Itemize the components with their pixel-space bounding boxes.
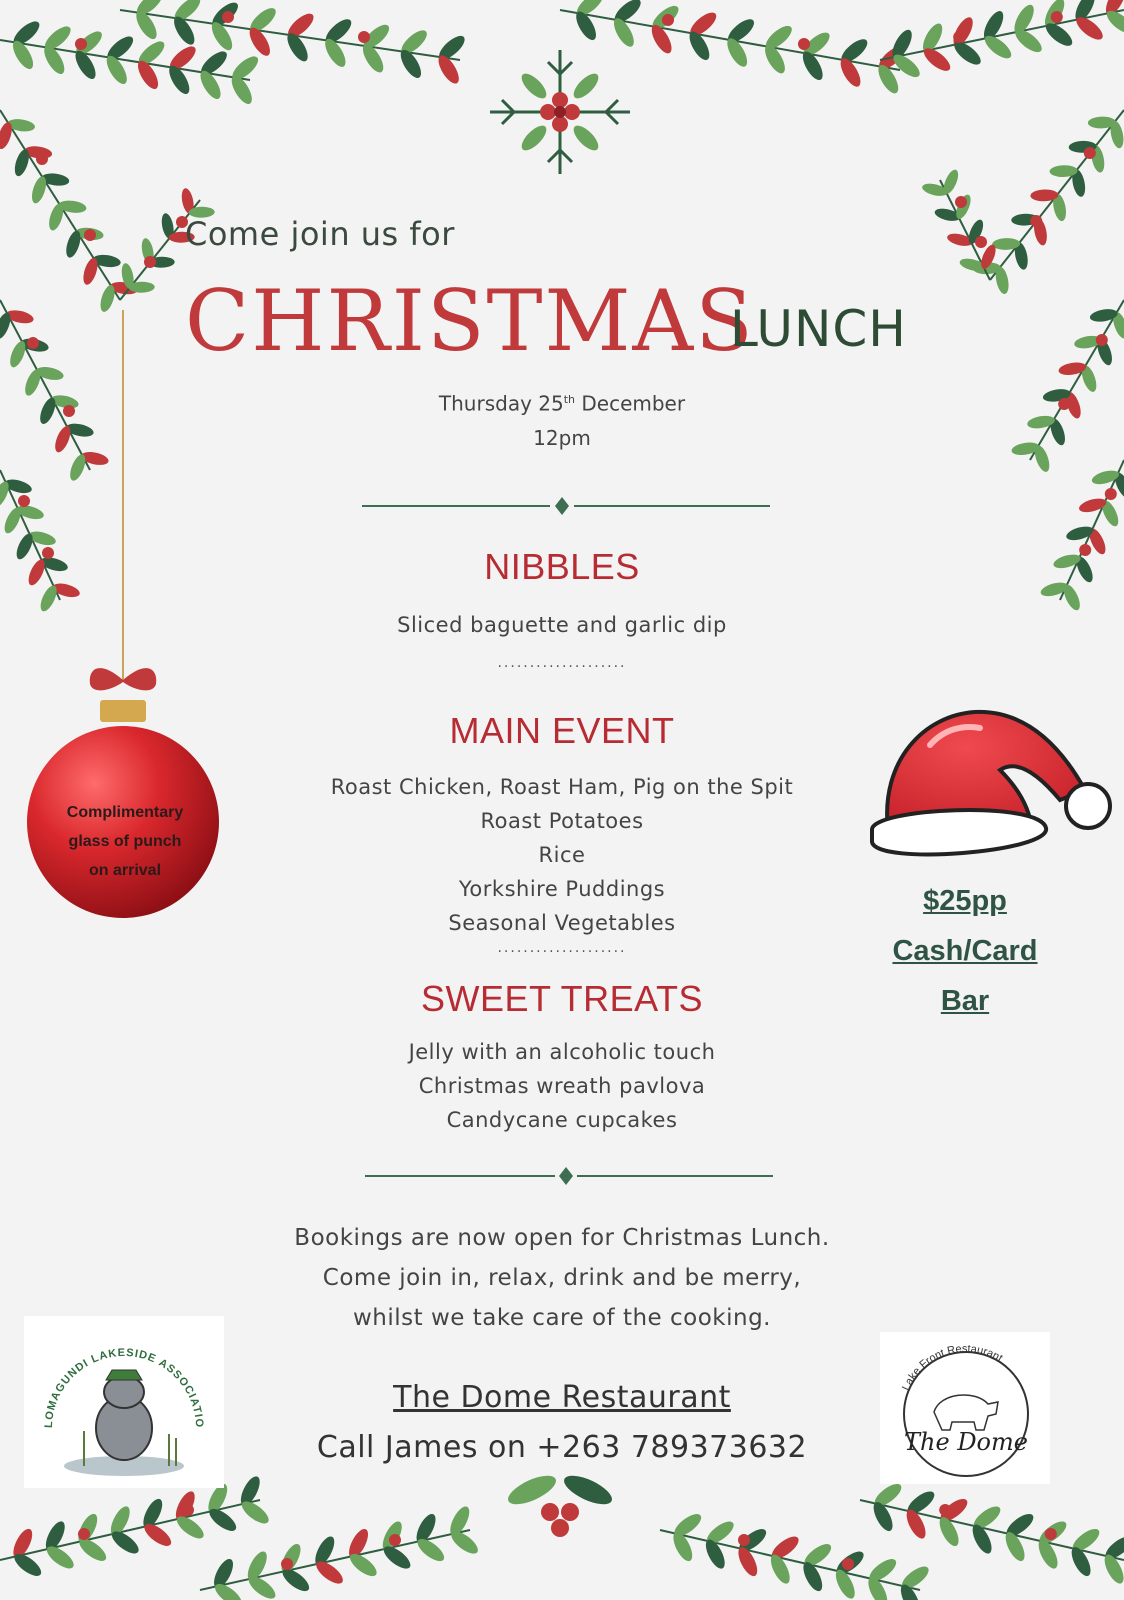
menu-item: Seasonal Vegetables (448, 911, 676, 935)
leaf-icon (1090, 468, 1120, 487)
berry-icon (842, 1558, 854, 1570)
berry-icon (182, 1504, 194, 1516)
bar-label-line1: Cash/Card (892, 935, 1038, 967)
menu-item: Roast Potatoes (480, 809, 644, 833)
berry-icon (1084, 147, 1096, 159)
bookings-line: Bookings are now open for Christmas Lunch. (294, 1225, 830, 1251)
dot-separator: .................... (497, 655, 627, 671)
berry-icon (358, 31, 370, 43)
berry-icon (1030, 215, 1042, 227)
date-suffix: th (563, 393, 576, 406)
event-time: 12pm (533, 425, 591, 450)
menu-item: Yorkshire Puddings (458, 877, 666, 901)
leaf-icon (1065, 524, 1095, 543)
event-date (0, 383, 1124, 455)
dot-separator: .................... (497, 940, 627, 956)
restaurant-arc-text: Lake Front Restaurant (900, 1342, 1005, 1393)
title-lunch: LUNCH (730, 300, 907, 358)
main-event-heading: MAIN EVENT (449, 710, 675, 751)
berry-icon (975, 236, 987, 248)
berry-icon (281, 1558, 293, 1570)
divider-bottom (365, 1167, 773, 1185)
berry-icon (18, 495, 30, 507)
ornament-line: on arrival (88, 862, 162, 879)
sweet-treats-heading: SWEET TREATS (420, 978, 704, 1019)
berry-icon (36, 153, 48, 165)
menu-item: Rice (538, 843, 586, 867)
price-label: $25pp (923, 885, 1007, 917)
divider-top (362, 497, 770, 515)
berry-icon (78, 1528, 90, 1540)
menu-item: Candycane cupcakes (446, 1108, 678, 1132)
bar-label-line2: Bar (940, 985, 990, 1017)
berry-icon (1051, 11, 1063, 23)
leaf-icon (1078, 496, 1108, 515)
snowflake-icon (490, 50, 630, 174)
berry-icon (1045, 1528, 1057, 1540)
berry-icon (939, 1504, 951, 1516)
berry-icon (222, 11, 234, 23)
berry-icon (27, 337, 39, 349)
dome-restaurant-logo (880, 1332, 1050, 1484)
date-day: Thursday 25 (438, 391, 564, 416)
nibbles-heading: NIBBLES (484, 546, 640, 587)
menu-item: Roast Chicken, Roast Ham, Pig on the Spit (330, 775, 794, 799)
dome-script-text: The Dome (904, 1428, 1028, 1456)
intro-text: Come join us for (185, 215, 455, 253)
ornament-line: Complimentary (66, 804, 184, 821)
restaurant-name: The Dome Restaurant (393, 1380, 731, 1415)
berry-icon (144, 256, 156, 268)
leaf-icon (1101, 1552, 1124, 1587)
ornament-label (30, 798, 220, 885)
dome-logo-icon (880, 1332, 1050, 1484)
lakeside-association-logo (24, 1316, 224, 1488)
date-month: December (581, 391, 686, 416)
berry-icon (175, 54, 187, 66)
association-arc-text: LOMAGUNDI LAKESIDE ASSOCIATIO (42, 1346, 206, 1429)
ornament-line: glass of punch (68, 833, 182, 850)
berry-icon (953, 31, 965, 43)
bookings-line: Come join in, relax, drink and be merry, (322, 1265, 802, 1291)
berry-icon (662, 14, 674, 26)
title-christmas: CHRISTMAS (185, 272, 755, 370)
hippo-logo-icon (24, 1316, 224, 1488)
berry-icon (84, 229, 96, 241)
menu-item: Jelly with an alcoholic touch (408, 1040, 716, 1064)
berry-icon (1105, 488, 1117, 500)
menu-item: Christmas wreath pavlova (418, 1074, 706, 1098)
phone-contact: Call James on +263 789373632 (316, 1430, 808, 1465)
bookings-line: whilst we take care of the cooking. (352, 1305, 771, 1331)
berry-icon (738, 1534, 750, 1546)
berry-icon (1096, 334, 1108, 346)
berry-icon (75, 38, 87, 50)
berry-icon (798, 38, 810, 50)
holly-icon (504, 1470, 616, 1537)
berry-icon (389, 1534, 401, 1546)
svg-text:Lake Front Restaurant (900, 1343, 1004, 1392)
menu-item: Sliced baguette and garlic dip (397, 613, 727, 637)
berry-icon (955, 196, 967, 208)
